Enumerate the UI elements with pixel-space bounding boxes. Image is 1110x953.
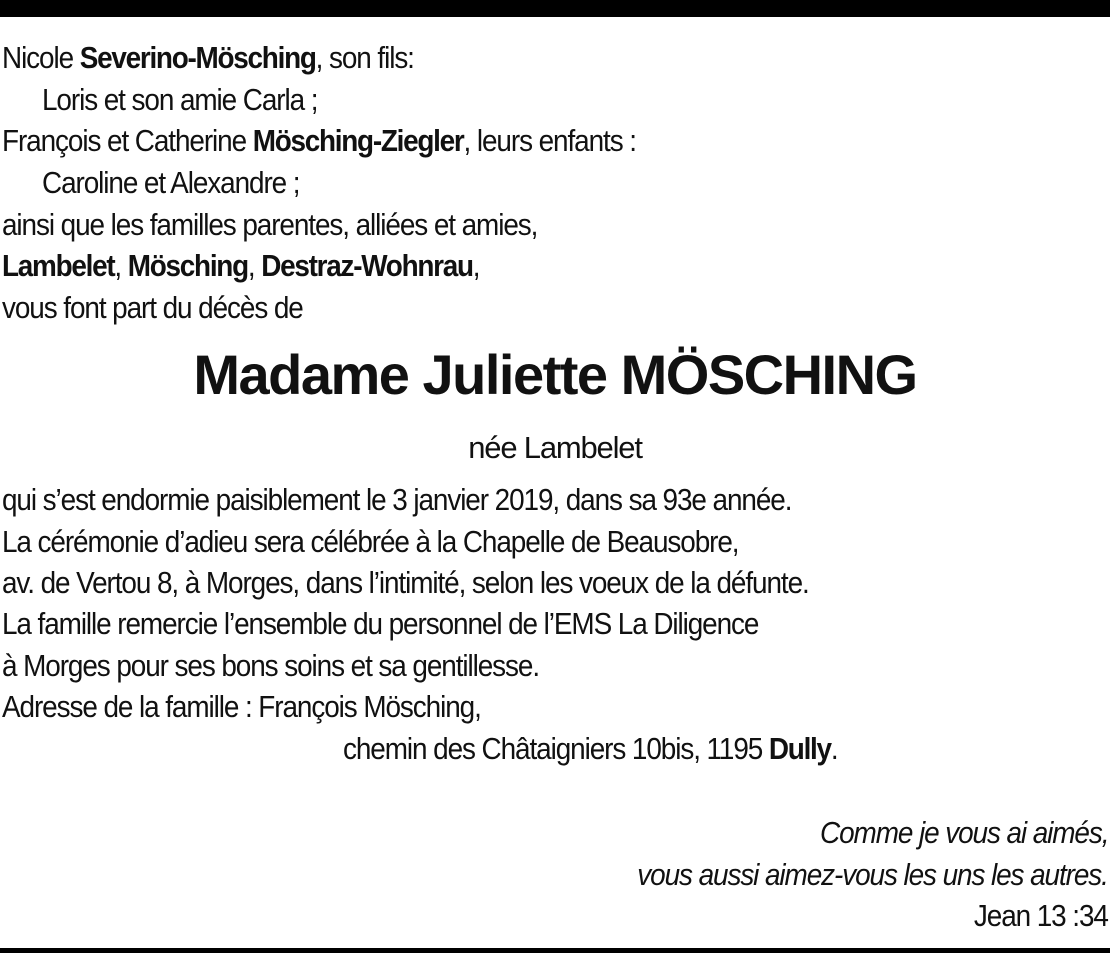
family-line-5: ainsi que les familles parentes, alliées et amies,: [2, 207, 538, 242]
address-town: Dully: [768, 731, 831, 766]
top-border: [0, 0, 1110, 17]
quote-line-2: vous aussi aimez-vous les uns les autres.: [637, 857, 1108, 892]
family-name-bold: Mösching-Ziegler: [252, 123, 464, 158]
family-name-bold: Lambelet: [2, 248, 115, 283]
family-line-4: Caroline et Alexandre ;: [42, 165, 300, 200]
body-line-2: La cérémonie d’adieu sera célébrée à la Chapelle de Beausobre,: [2, 524, 739, 559]
family-name-bold: Destraz-Wohnrau: [261, 248, 473, 283]
birth-name: née Lambelet: [468, 430, 642, 465]
family-line-1: Nicole Severino-Mösching, son fils:: [2, 40, 414, 75]
body-line-3: av. de Vertou 8, à Morges, dans l’intimité, selon les voeux de la défunte.: [2, 565, 809, 600]
quote-line-1: Comme je vous ai aimés,: [819, 815, 1108, 850]
bottom-border: [0, 948, 1110, 953]
family-names-line: Lambelet, Mösching, Destraz-Wohnrau,: [2, 248, 480, 283]
quote-reference: Jean 13 :34: [974, 898, 1108, 933]
body-line-4: La famille remercie l’ensemble du personnel de l’EMS La Diligence: [2, 606, 759, 641]
family-line-3: François et Catherine Mösching-Ziegler, leurs enfants :: [2, 123, 636, 158]
deceased-name: Madame Juliette MÖSCHING: [193, 343, 917, 406]
family-line-2: Loris et son amie Carla ;: [42, 82, 318, 117]
body-line-1: qui s’est endormie paisiblement le 3 janvier 2019, dans sa 93e année.: [2, 482, 792, 517]
announcement-line: vous font part du décès de: [2, 290, 303, 325]
family-name-bold: Severino-Mösching: [79, 40, 316, 75]
family-address: chemin des Châtaigniers 10bis, 1195 Dully.: [343, 731, 838, 766]
family-address-label: Adresse de la famille : François Mösching,: [2, 689, 481, 724]
family-name-bold: Mösching: [127, 248, 248, 283]
body-line-5: à Morges pour ses bons soins et sa gentillesse.: [2, 648, 540, 683]
